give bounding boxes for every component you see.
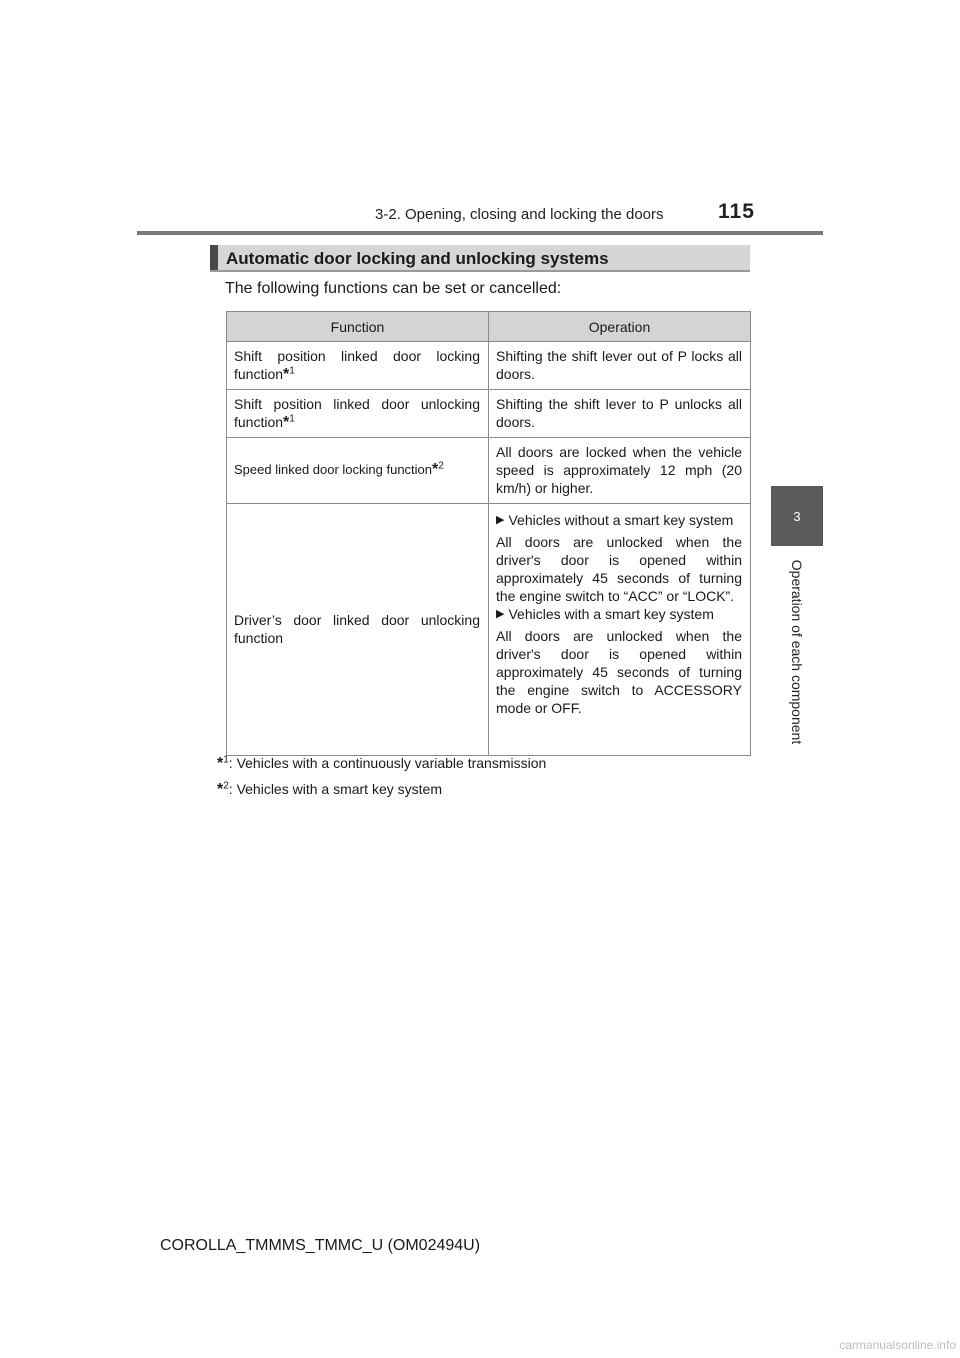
document-id: COROLLA_TMMMS_TMMC_U (OM02494U) — [160, 1237, 481, 1254]
footnote-text: : Vehicles with a smart key system — [228, 781, 442, 797]
function-cell — [227, 438, 489, 504]
note-body: All doors are unlocked when the driver's door is opened within approximately 45 seconds of turning the engine switch to ACCESSORY mode or OFF. — [496, 628, 742, 716]
footnote — [217, 781, 442, 797]
footnote-mark: 1 — [289, 413, 295, 425]
column-header-operation: Operation — [489, 312, 751, 342]
function-text: Driver’s door linked door unlocking function — [234, 612, 480, 646]
footnote-star-icon: * — [217, 755, 224, 772]
note-body: All doors are unlocked when the driver's door is opened within approximately 45 seconds of turning the engine switch to “ACC” or “LOCK”. — [496, 534, 742, 604]
footnote-star-icon: * — [283, 366, 290, 383]
triangle-right-icon: ▶ — [496, 608, 505, 620]
heading-accent-bar — [210, 245, 218, 270]
footnote — [217, 755, 546, 771]
function-text: Shift position linked door unlocking function — [234, 396, 480, 430]
footnote-star-icon: * — [432, 461, 439, 478]
chapter-side-label — [770, 552, 824, 752]
column-header-function: Function — [227, 312, 489, 342]
table-row — [227, 390, 751, 438]
operation-cell: Shifting the shift lever out of P locks all doors. — [489, 342, 751, 390]
operation-cell: Shifting the shift lever to P unlocks all doors. — [489, 390, 751, 438]
note-title — [496, 605, 742, 623]
footnote-mark: 2 — [438, 460, 444, 472]
triangle-right-icon: ▶ — [496, 514, 505, 526]
page-number: 115 — [718, 200, 755, 223]
function-text: Speed linked door locking function — [234, 462, 433, 477]
note-title — [496, 511, 742, 529]
note-title-text: Vehicles with a smart key system — [508, 606, 714, 622]
running-header: 3-2. Opening, closing and locking the doors — [375, 206, 664, 223]
footnote-mark: 1 — [223, 754, 229, 766]
footnote-mark: 2 — [223, 780, 229, 792]
function-cell — [227, 390, 489, 438]
footnote-mark: 1 — [289, 365, 295, 377]
table-row — [227, 504, 751, 756]
footnote-star-icon: * — [217, 781, 224, 798]
footnote-star-icon: * — [283, 414, 290, 431]
watermark: carmanualsonline.info — [839, 1338, 956, 1352]
chapter-side-label-text: Operation of each component — [789, 559, 805, 745]
function-cell — [227, 504, 489, 756]
table-row — [227, 342, 751, 390]
table-row — [227, 438, 751, 504]
header-divider — [137, 231, 823, 235]
chapter-tab: 3 — [771, 486, 823, 546]
section-heading-title: Automatic door locking and unlocking systems — [226, 249, 609, 268]
function-cell — [227, 342, 489, 390]
function-text: Shift position linked door locking function — [234, 348, 480, 382]
functions-table — [226, 311, 751, 756]
intro-text: The following functions can be set or cancelled: — [225, 280, 562, 297]
table-header-row — [227, 312, 751, 342]
footnote-text: : Vehicles with a continuously variable transmission — [228, 755, 547, 771]
section-heading — [210, 245, 750, 272]
operation-cell — [489, 504, 751, 756]
note-title-text: Vehicles without a smart key system — [508, 512, 734, 528]
operation-cell: All doors are locked when the vehicle speed is approximately 12 mph (20 km/h) or higher. — [489, 438, 751, 504]
